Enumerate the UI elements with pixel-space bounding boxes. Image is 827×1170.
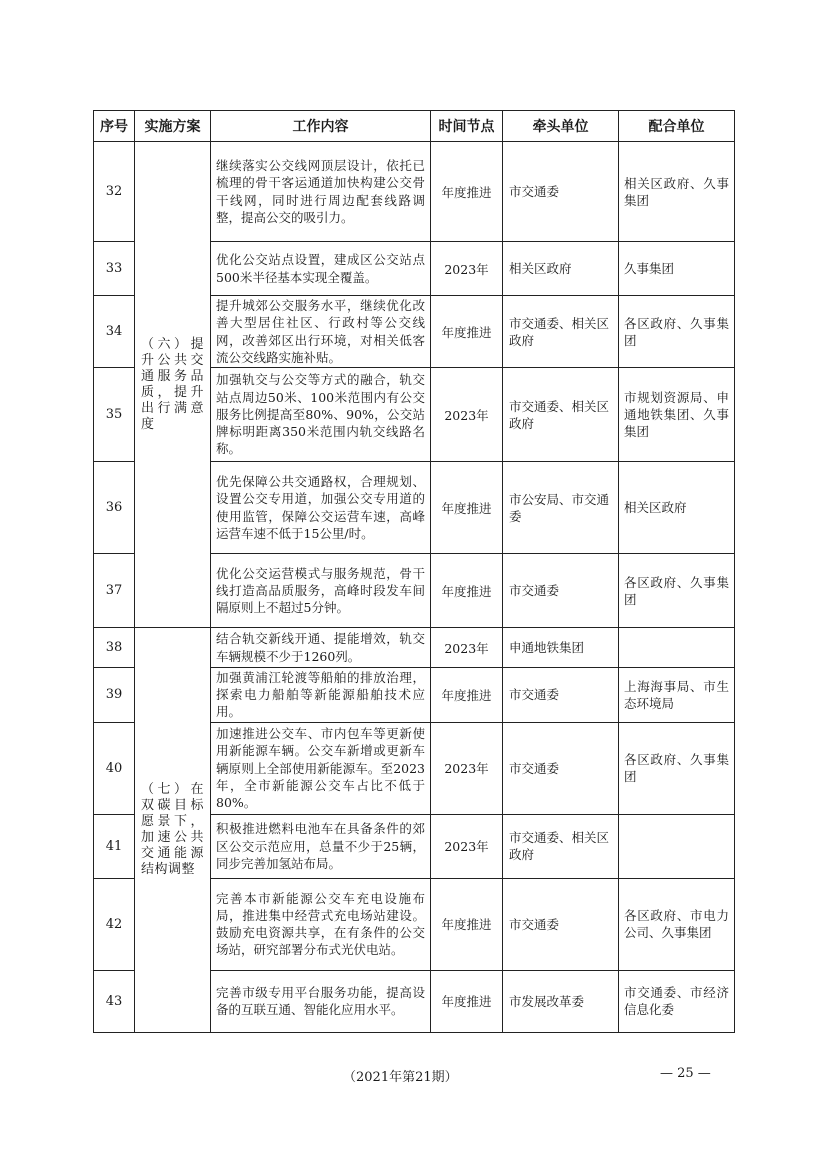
row-work: 加速推进公交车、市内包车等更新使用新能源车辆。公交车新增或更新车辆原则上全部使用新能源车。至2023年，全市新能源公交车占比不低于80%。 <box>211 722 431 814</box>
table-body <box>94 142 735 1033</box>
row-seq: 34 <box>94 296 135 368</box>
row-coop: 久事集团 <box>619 242 735 296</box>
row-coop: 各区政府、久事集团 <box>619 554 735 628</box>
row-coop: 各区政府、市电力公司、久事集团 <box>619 878 735 970</box>
row-coop <box>619 628 735 668</box>
row-seq: 41 <box>94 814 135 878</box>
table-header-row <box>94 111 735 142</box>
row-seq: 32 <box>94 142 135 242</box>
header-coop: 配合单位 <box>619 111 735 142</box>
row-time: 年度推进 <box>431 296 503 368</box>
row-seq: 40 <box>94 722 135 814</box>
row-work: 完善本市新能源公交车充电设施布局，推进集中经营式充电场站建设。鼓励充电资源共享，在有条件的公交场站，研究部署分布式光伏电站。 <box>211 878 431 970</box>
row-coop: 相关区政府 <box>619 462 735 554</box>
row-seq: 39 <box>94 668 135 723</box>
row-lead: 市交通委、相关区政府 <box>503 814 619 878</box>
row-time: 年度推进 <box>431 668 503 723</box>
row-work: 加强轨交与公交等方式的融合，轨交站点周边50米、100米范围内有公交服务比例提高至80%、90%，公交站牌标明距离350米范围内轨交线路名称。 <box>211 368 431 462</box>
row-plan: （七）在双碳目标愿景下，加速公共交通能源结构调整 <box>135 628 211 1033</box>
row-time: 2023年 <box>431 722 503 814</box>
row-time: 年度推进 <box>431 554 503 628</box>
row-lead: 市交通委、相关区政府 <box>503 368 619 462</box>
row-lead: 市交通委、相关区政府 <box>503 296 619 368</box>
row-lead: 市发展改革委 <box>503 970 619 1032</box>
row-coop: 市交通委、市经济信息化委 <box>619 970 735 1032</box>
row-work: 提升城郊公交服务水平，继续优化改善大型居住社区、行政村等公交线网，改善郊区出行环境，对相关低客流公交线路实施补贴。 <box>211 296 431 368</box>
row-work: 优化公交站点设置，建成区公交站点500米半径基本实现全覆盖。 <box>211 242 431 296</box>
row-time: 年度推进 <box>431 878 503 970</box>
work-plan-table <box>93 110 735 1033</box>
header-lead: 牵头单位 <box>503 111 619 142</box>
row-time: 年度推进 <box>431 142 503 242</box>
row-seq: 36 <box>94 462 135 554</box>
row-coop: 相关区政府、久事集团 <box>619 142 735 242</box>
row-lead: 市公安局、市交通委 <box>503 462 619 554</box>
row-seq: 33 <box>94 242 135 296</box>
row-seq: 38 <box>94 628 135 668</box>
row-coop: 各区政府、久事集团 <box>619 296 735 368</box>
row-work: 加强黄浦江轮渡等船舶的排放治理，探索电力船舶等新能源船舶技术应用。 <box>211 668 431 723</box>
row-time: 2023年 <box>431 628 503 668</box>
row-time: 2023年 <box>431 814 503 878</box>
row-lead: 申通地铁集团 <box>503 628 619 668</box>
row-coop: 各区政府、久事集团 <box>619 722 735 814</box>
row-time: 年度推进 <box>431 462 503 554</box>
row-lead: 市交通委 <box>503 668 619 723</box>
row-work: 完善市级专用平台服务功能，提高设备的互联互通、智能化应用水平。 <box>211 970 431 1032</box>
row-work: 优化公交运营模式与服务规范，骨干线打造高品质服务，高峰时段发车间隔原则上不超过5分钟。 <box>211 554 431 628</box>
header-plan: 实施方案 <box>135 111 211 142</box>
issue-number: （2021年第21期） <box>343 1070 458 1085</box>
table-row <box>94 142 735 242</box>
row-time: 年度推进 <box>431 970 503 1032</box>
page-number: — 25 — <box>660 1066 711 1081</box>
row-time: 2023年 <box>431 368 503 462</box>
row-lead: 相关区政府 <box>503 242 619 296</box>
row-seq: 43 <box>94 970 135 1032</box>
row-work: 结合轨交新线开通、提能增效，轨交车辆规模不少于1260列。 <box>211 628 431 668</box>
row-lead: 市交通委 <box>503 878 619 970</box>
row-seq: 42 <box>94 878 135 970</box>
row-seq: 37 <box>94 554 135 628</box>
header-work: 工作内容 <box>211 111 431 142</box>
row-coop: 上海海事局、市生态环境局 <box>619 668 735 723</box>
row-seq: 35 <box>94 368 135 462</box>
header-seq: 序号 <box>94 111 135 142</box>
row-lead: 市交通委 <box>503 142 619 242</box>
row-lead: 市交通委 <box>503 722 619 814</box>
row-work: 优先保障公共交通路权，合理规划、设置公交专用道，加强公交专用道的使用监管，保障公交运营车速，高峰运营车速不低于15公里/时。 <box>211 462 431 554</box>
row-coop <box>619 814 735 878</box>
row-coop: 市规划资源局、申通地铁集团、久事集团 <box>619 368 735 462</box>
table-row <box>94 628 735 668</box>
row-lead: 市交通委 <box>503 554 619 628</box>
row-work: 继续落实公交线网顶层设计，依托已梳理的骨干客运通道加快构建公交骨干线网，同时进行周边配套线路调整，提高公交的吸引力。 <box>211 142 431 242</box>
row-work: 积极推进燃料电池车在具备条件的郊区公交示范应用，总量不少于25辆，同步完善加氢站布局。 <box>211 814 431 878</box>
header-time: 时间节点 <box>431 111 503 142</box>
row-time: 2023年 <box>431 242 503 296</box>
row-plan: （六）提升公共交通服务品质，提升出行满意度 <box>135 142 211 628</box>
